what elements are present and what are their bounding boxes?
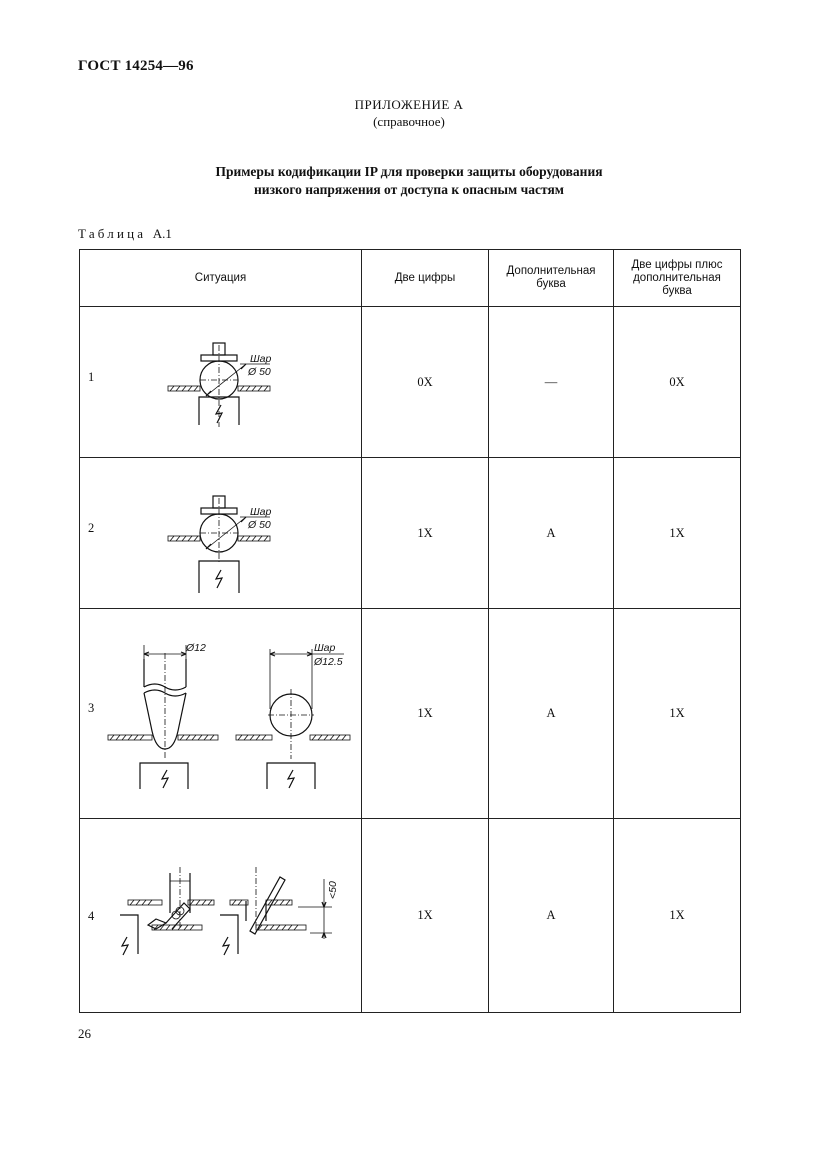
situation-1-diagram <box>80 307 362 458</box>
table-row <box>80 307 741 458</box>
appendix-kind: (справочное) <box>373 114 445 129</box>
situation-cell <box>80 819 362 1013</box>
diagram-label: Ø 50 <box>248 366 271 378</box>
table-header-row <box>80 250 741 307</box>
diagram-label: Шар <box>250 353 272 365</box>
cell-two-digits: 1X <box>362 458 489 609</box>
situation-cell <box>80 609 362 819</box>
header-two-digits-plus-letter: Две цифры плюс дополнительная буква <box>614 250 741 307</box>
diagram-label: Ø 50 <box>248 519 271 531</box>
cell-two-digits: 1X <box>362 609 489 819</box>
table-caption <box>78 226 172 242</box>
diagram-label: Шар <box>250 506 272 518</box>
cell-combined: 1X <box>614 458 741 609</box>
cell-additional-letter: A <box>489 609 614 819</box>
main-title-line-2: низкого напряжения от доступа к опасным частям <box>254 182 564 197</box>
page-number: 26 <box>78 1026 91 1041</box>
main-title-line-1: Примеры кодификации IP для проверки защиты оборудования <box>215 164 603 179</box>
cell-combined: 0X <box>614 307 741 458</box>
situation-cell <box>80 458 362 609</box>
header-situation: Ситуация <box>80 250 362 307</box>
diagram-label: Шар <box>314 642 336 654</box>
header-two-digits: Две цифры <box>362 250 489 307</box>
diagram-label: Ø12.5 <box>314 656 343 668</box>
row-number: 1 <box>88 370 95 384</box>
cell-two-digits: 1X <box>362 819 489 1013</box>
document-code: ГОСТ 14254—96 <box>78 58 194 74</box>
situation-3-diagram <box>80 609 362 819</box>
row-number: 3 <box>88 701 95 715</box>
ip-code-table <box>79 249 741 1013</box>
cell-combined: 1X <box>614 609 741 819</box>
row-number: 4 <box>88 909 95 923</box>
row-number: 2 <box>88 521 95 535</box>
header-additional-letter: Дополнительная буква <box>489 250 614 307</box>
diagram-label: Ø12 <box>186 642 206 654</box>
situation-4-diagram <box>80 819 362 1013</box>
table-caption-number: А.1 <box>152 226 172 241</box>
table-row <box>80 609 741 819</box>
table-row <box>80 458 741 609</box>
situation-2-diagram <box>80 458 362 609</box>
appendix-title: ПРИЛОЖЕНИЕ А <box>354 97 464 112</box>
table-caption-word: Таблица <box>78 226 147 241</box>
cell-combined: 1X <box>614 819 741 1013</box>
cell-two-digits: 0X <box>362 307 489 458</box>
diagram-label: <50 <box>327 881 339 899</box>
situation-cell <box>80 307 362 458</box>
cell-additional-letter: A <box>489 819 614 1013</box>
cell-additional-letter: — <box>489 307 614 458</box>
table-row <box>80 819 741 1013</box>
cell-additional-letter: A <box>489 458 614 609</box>
